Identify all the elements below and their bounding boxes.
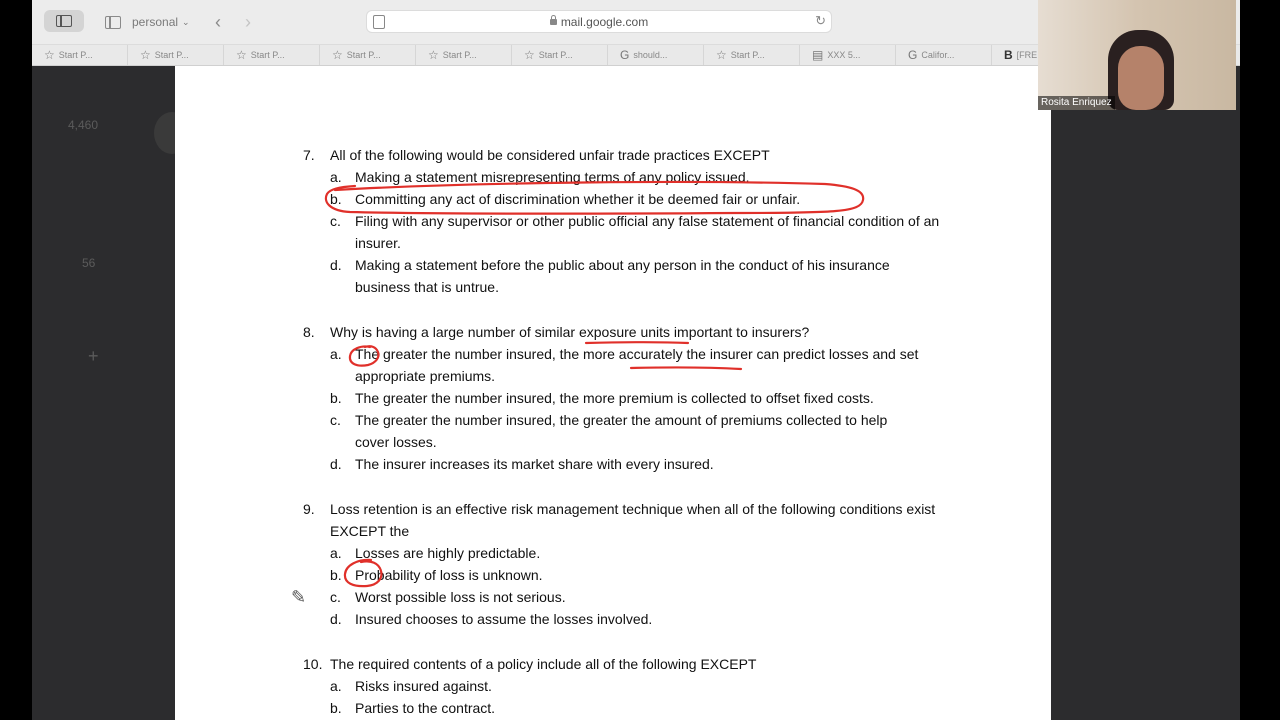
reload-icon[interactable]: ↻ xyxy=(815,13,826,28)
option-letter: c. xyxy=(330,412,341,428)
question-number: 9. xyxy=(303,501,315,517)
favorite-item[interactable] xyxy=(128,45,224,65)
chevron-down-icon: ⌄ xyxy=(182,16,190,27)
folder-count: 56 xyxy=(82,256,96,270)
option-text: Worst possible loss is not serious. xyxy=(355,589,566,605)
star-icon: ☆ xyxy=(236,48,247,62)
pencil-cursor-icon: ✎ xyxy=(291,587,307,607)
option-letter: c. xyxy=(330,213,341,229)
favorite-label: [FRE xyxy=(1016,50,1038,60)
favorite-label: Start P... xyxy=(154,50,189,60)
document-page xyxy=(175,66,1051,720)
star-icon: ☆ xyxy=(716,48,727,62)
option-text: The greater the number insured, the more premium is collected to offset fixed costs. xyxy=(355,390,874,406)
right-panel xyxy=(1072,110,1240,720)
sidebar-toggle-button[interactable] xyxy=(44,10,84,32)
option-text: Making a statement misrepresenting terms of any policy issued. xyxy=(355,169,750,185)
star-icon: ☆ xyxy=(524,48,535,62)
question-text: All of the following would be considered unfair trade practices EXCEPT xyxy=(330,147,770,163)
favorite-label: Start P... xyxy=(442,50,477,60)
star-icon: ☆ xyxy=(44,48,55,62)
participant-name: Rosita Enriquez xyxy=(1038,96,1115,110)
option-letter: b. xyxy=(330,390,342,406)
option-letter: d. xyxy=(330,611,342,627)
plus-icon: + xyxy=(88,346,99,366)
page-icon xyxy=(373,15,385,29)
question-text: Loss retention is an effective risk management technique when all of the following conditions exist EXCEPT the xyxy=(330,501,936,539)
favorite-label: Start P... xyxy=(250,50,285,60)
option-text: Filing with any supervisor or other public official any false statement of financial condition of an insurer. xyxy=(355,213,940,251)
option-text: Committing any act of discrimination whether it be deemed fair or unfair. xyxy=(355,191,801,207)
option-letter: d. xyxy=(330,257,342,273)
bold-b-icon: B xyxy=(1004,48,1013,62)
question-text: Why is having a large number of similar exposure units important to insurers? xyxy=(330,324,810,340)
option-text: Parties to the contract. xyxy=(355,700,496,716)
option-letter: b. xyxy=(330,700,342,716)
favorite-item[interactable] xyxy=(512,45,608,65)
favorite-item[interactable] xyxy=(608,45,704,65)
option-letter: c. xyxy=(330,589,341,605)
url-text: mail.google.com xyxy=(560,14,649,29)
lock-icon xyxy=(550,19,557,25)
favorite-label: Start P... xyxy=(538,50,573,60)
star-icon: ☆ xyxy=(332,48,343,62)
question-text: The required contents of a policy include all of the following EXCEPT xyxy=(330,656,757,672)
option-text: Risks insured against. xyxy=(355,678,492,694)
favorite-item[interactable] xyxy=(416,45,512,65)
favorite-label: Califor... xyxy=(921,50,955,60)
back-button[interactable] xyxy=(210,12,226,32)
option-letter: b. xyxy=(330,567,342,583)
question-number: 7. xyxy=(303,147,315,163)
favorite-item[interactable] xyxy=(704,45,800,65)
option-text: The greater the number insured, the more accurately the insurer can predict losses and set appropriate premiums. xyxy=(355,346,919,384)
option-letter: b. xyxy=(330,191,342,207)
option-text: The insurer increases its market share with every insured. xyxy=(355,456,714,472)
unread-count: 4,460 xyxy=(68,118,99,132)
favorite-label: XXX 5... xyxy=(827,50,861,60)
sidebar-icon xyxy=(56,15,72,27)
favorite-item[interactable] xyxy=(224,45,320,65)
option-text: Making a statement before the public about any person in the conduct of his insurance business that is untrue. xyxy=(355,257,890,295)
question-number: 8. xyxy=(303,324,315,340)
favorite-item[interactable] xyxy=(320,45,416,65)
star-icon: ☆ xyxy=(140,48,151,62)
option-letter: a. xyxy=(330,545,342,561)
tab-overview-button[interactable] xyxy=(104,12,122,32)
chevron-right-icon: › xyxy=(245,11,251,32)
option-letter: a. xyxy=(330,346,342,362)
panel-icon xyxy=(105,16,121,29)
favorite-label: Start P... xyxy=(730,50,765,60)
forward-button[interactable] xyxy=(240,12,256,32)
favorite-label: Start P... xyxy=(58,50,93,60)
favorite-item[interactable] xyxy=(32,45,128,65)
profile-selector[interactable] xyxy=(132,12,212,32)
option-text: Insured chooses to assume the losses involved. xyxy=(355,611,653,627)
address-bar[interactable] xyxy=(366,10,832,33)
google-icon: G xyxy=(908,48,918,62)
participant-face xyxy=(1118,46,1164,110)
profile-label: personal xyxy=(132,15,179,29)
option-text: Losses are highly predictable. xyxy=(355,545,541,561)
option-text: The greater the number insured, the greater the amount of premiums collected to help cover losses. xyxy=(355,412,888,450)
option-letter: d. xyxy=(330,456,342,472)
question-number: 10. xyxy=(303,656,323,672)
document-icon: ▤ xyxy=(812,48,824,62)
option-letter: a. xyxy=(330,169,342,185)
option-text: Probability of loss is unknown. xyxy=(355,567,543,583)
favorite-item[interactable] xyxy=(896,45,992,65)
option-letter: a. xyxy=(330,678,342,694)
google-icon: G xyxy=(620,48,630,62)
favorite-label: should... xyxy=(633,50,668,60)
chevron-left-icon: ‹ xyxy=(215,11,221,32)
favorite-label: Start P... xyxy=(346,50,381,60)
star-icon: ☆ xyxy=(428,48,439,62)
favorite-item[interactable] xyxy=(800,45,896,65)
webcam-tile[interactable] xyxy=(1038,0,1236,110)
